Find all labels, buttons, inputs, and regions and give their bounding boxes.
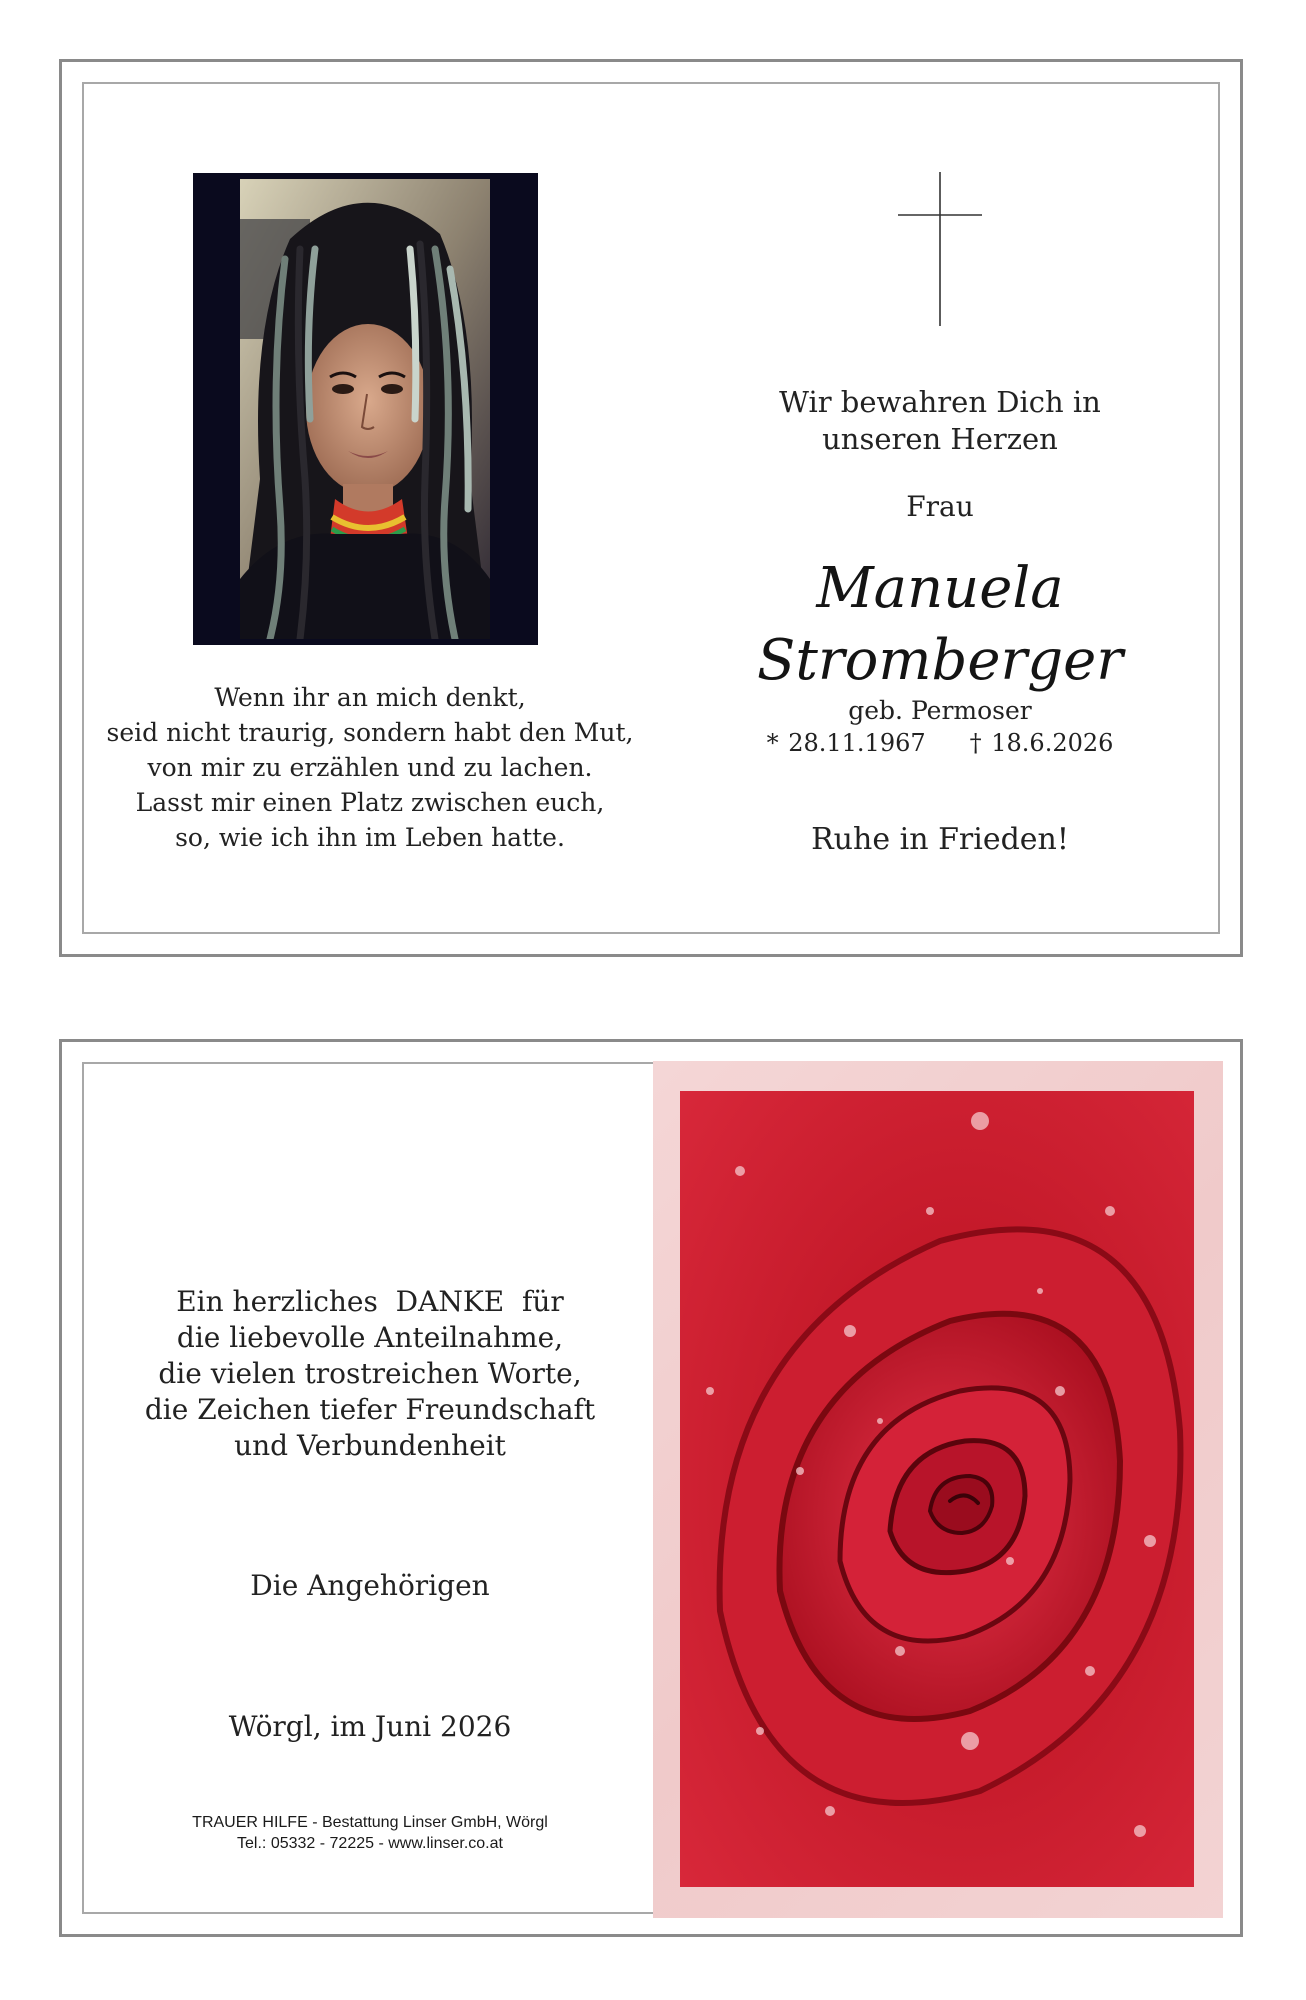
poem-line: von mir zu erzählen und zu lachen. [147, 753, 593, 782]
maiden-name: geb. Permoser [848, 696, 1032, 725]
portrait-photo [193, 173, 538, 645]
deceased-name [700, 553, 1180, 697]
motto-line: unseren Herzen [822, 422, 1058, 456]
poem-line: seid nicht traurig, sondern habt den Mut, [106, 718, 634, 747]
thank-you-text [100, 1284, 640, 1464]
thanks-line: die Zeichen tiefer Freundschaft [144, 1393, 596, 1426]
funeral-home-name: TRAUER HILFE - Bestattung Linser GmbH, Wörgl [192, 1814, 548, 1831]
cross-icon [898, 172, 982, 326]
life-dates [700, 727, 1180, 759]
memorial-motto [700, 384, 1180, 458]
salutation: Frau [906, 490, 974, 523]
thanks-line: die liebevolle Anteilnahme, [176, 1321, 564, 1354]
portrait-image [240, 179, 490, 639]
funeral-home-contact: Tel.: 05332 - 72225 - www.linser.co.at [237, 1835, 503, 1852]
place-date: Wörgl, im Juni 2026 [228, 1710, 512, 1743]
birth-date: * 28.11.1967 [766, 729, 926, 757]
poem-line: Wenn ihr an mich denkt, [214, 683, 526, 712]
thanks-line: die vielen trostreichen Worte, [158, 1357, 582, 1390]
memorial-poem [80, 680, 660, 855]
motto-line: Wir bewahren Dich in [779, 385, 1101, 419]
first-name: Manuela [816, 556, 1064, 621]
poem-line: so, wie ich ihn im Leben hatte. [175, 823, 565, 852]
death-date: † 18.6.2026 [969, 729, 1114, 757]
last-name: Stromberger [757, 628, 1123, 693]
rose-panel [653, 1061, 1223, 1918]
thanks-line: Ein herzliches DANKE für [176, 1285, 564, 1318]
closing-phrase: Ruhe in Frieden! [811, 822, 1069, 857]
poem-line: Lasst mir einen Platz zwischen euch, [135, 788, 605, 817]
portrait-illustration [240, 179, 490, 639]
funeral-home-info [100, 1812, 640, 1854]
thanks-line: und Verbundenheit [234, 1429, 506, 1462]
red-rose-photo [680, 1091, 1194, 1887]
rose-illustration [680, 1091, 1194, 1887]
family-signature: Die Angehörigen [250, 1569, 490, 1602]
